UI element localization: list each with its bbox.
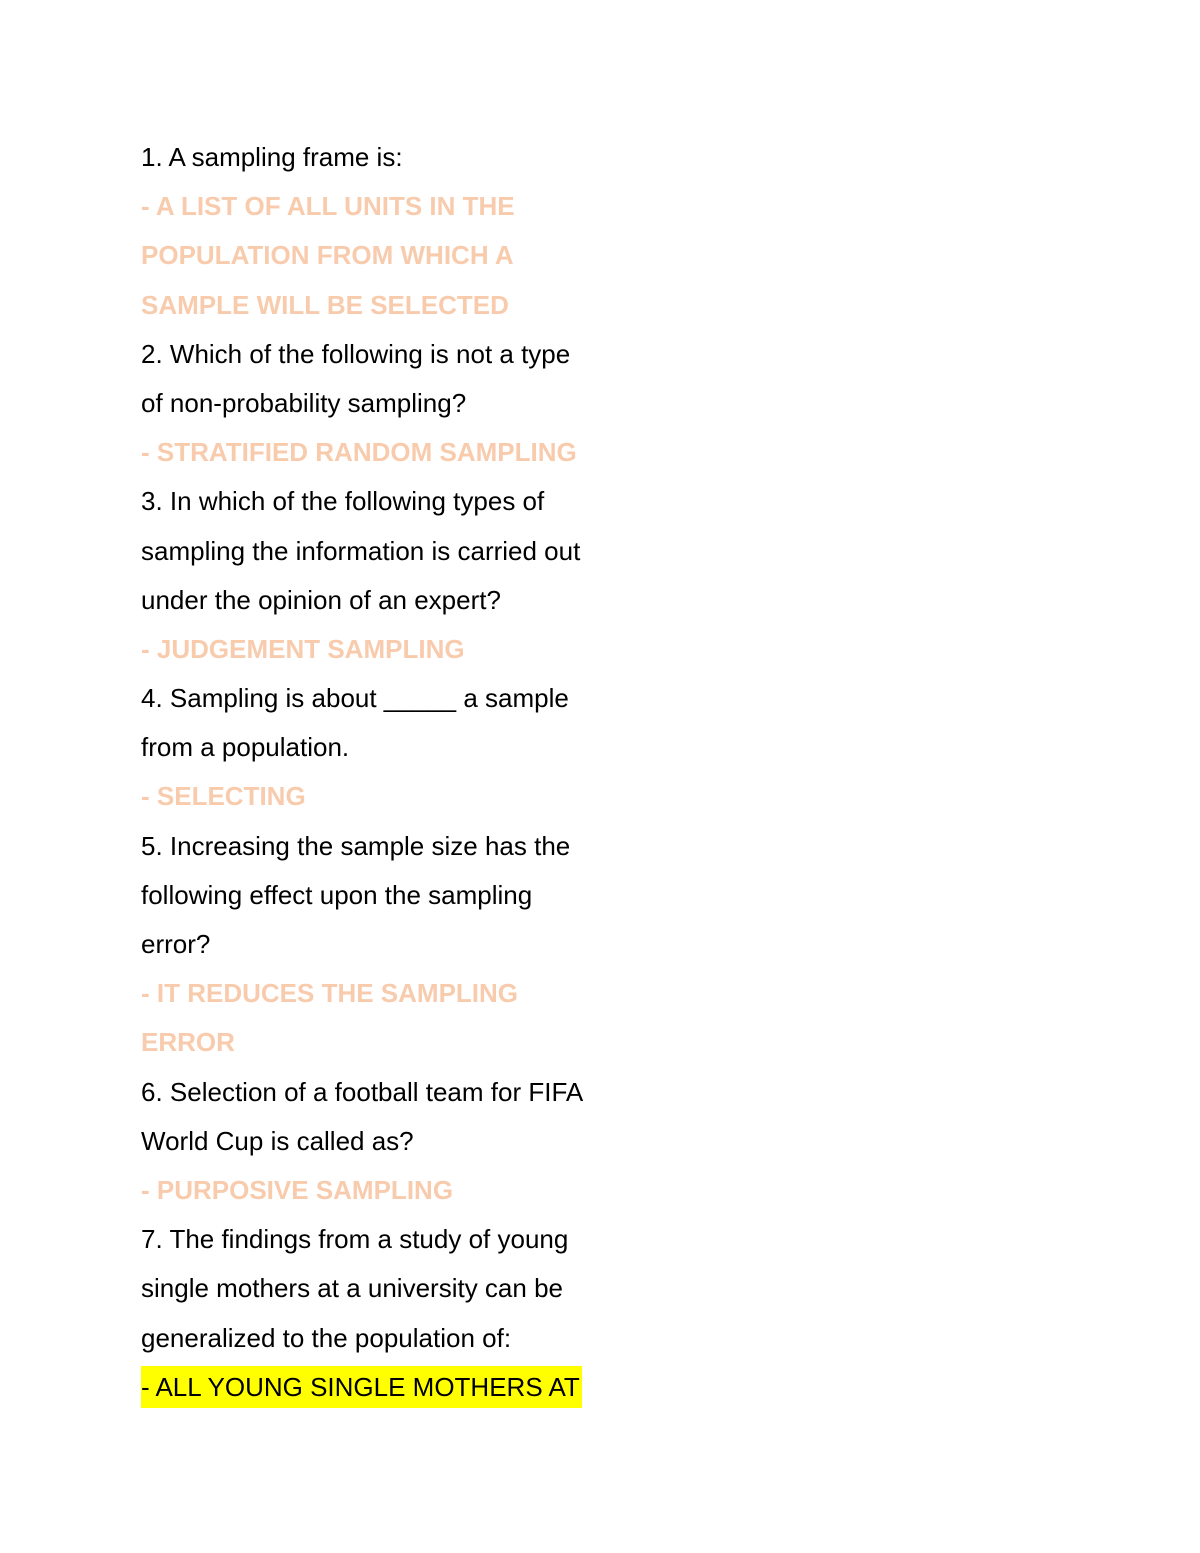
question-6-line-1: 6. Selection of a football team for FIFA	[141, 1076, 584, 1107]
answer-6-line-1: - PURPOSIVE SAMPLING	[141, 1174, 454, 1205]
answer-1-line-1: - A LIST OF ALL UNITS IN THE	[141, 191, 515, 222]
question-5-line-3: error?	[141, 929, 211, 959]
question-1-line-1: 1. A sampling frame is:	[141, 142, 403, 172]
question-5-line-1: 5. Increasing the sample size has the	[141, 830, 571, 861]
question-3-line-3: under the opinion of an expert?	[141, 584, 501, 615]
answer-7-wrapper	[141, 1363, 621, 1412]
answer-1-line-2: POPULATION FROM WHICH A	[141, 240, 514, 271]
question-3-line-1: 3. In which of the following types of	[141, 486, 545, 517]
question-5-line-2: following effect upon the sampling	[141, 879, 533, 910]
answer-5-line-2: ERROR	[141, 1027, 235, 1058]
question-7-line-1: 7. The findings from a study of young	[141, 1224, 569, 1255]
question-7-line-2: single mothers at a university can be	[141, 1273, 563, 1304]
question-4-line-2: from a population.	[141, 732, 350, 763]
question-3-line-2: sampling the information is carried out	[141, 535, 581, 566]
answer-4-line-1: - SELECTING	[141, 781, 306, 812]
answer-3-line-1: - JUDGEMENT SAMPLING	[141, 633, 465, 664]
question-7-line-3: generalized to the population of:	[141, 1322, 512, 1353]
answer-2-line-1: - STRATIFIED RANDOM SAMPLING	[141, 437, 577, 468]
question-2-line-2: of non-probability sampling?	[141, 387, 467, 418]
document-content	[141, 133, 621, 1412]
answer-7-highlighted-line-1: - ALL YOUNG SINGLE MOTHERS AT	[141, 1366, 582, 1408]
question-2-line-1: 2. Which of the following is not a type	[141, 338, 571, 369]
answer-5-line-1: - IT REDUCES THE SAMPLING	[141, 978, 519, 1009]
question-4-line-1: 4. Sampling is about _____ a sample	[141, 683, 569, 714]
answer-1-line-3: SAMPLE WILL BE SELECTED	[141, 289, 509, 320]
question-6-line-2: World Cup is called as?	[141, 1125, 414, 1156]
